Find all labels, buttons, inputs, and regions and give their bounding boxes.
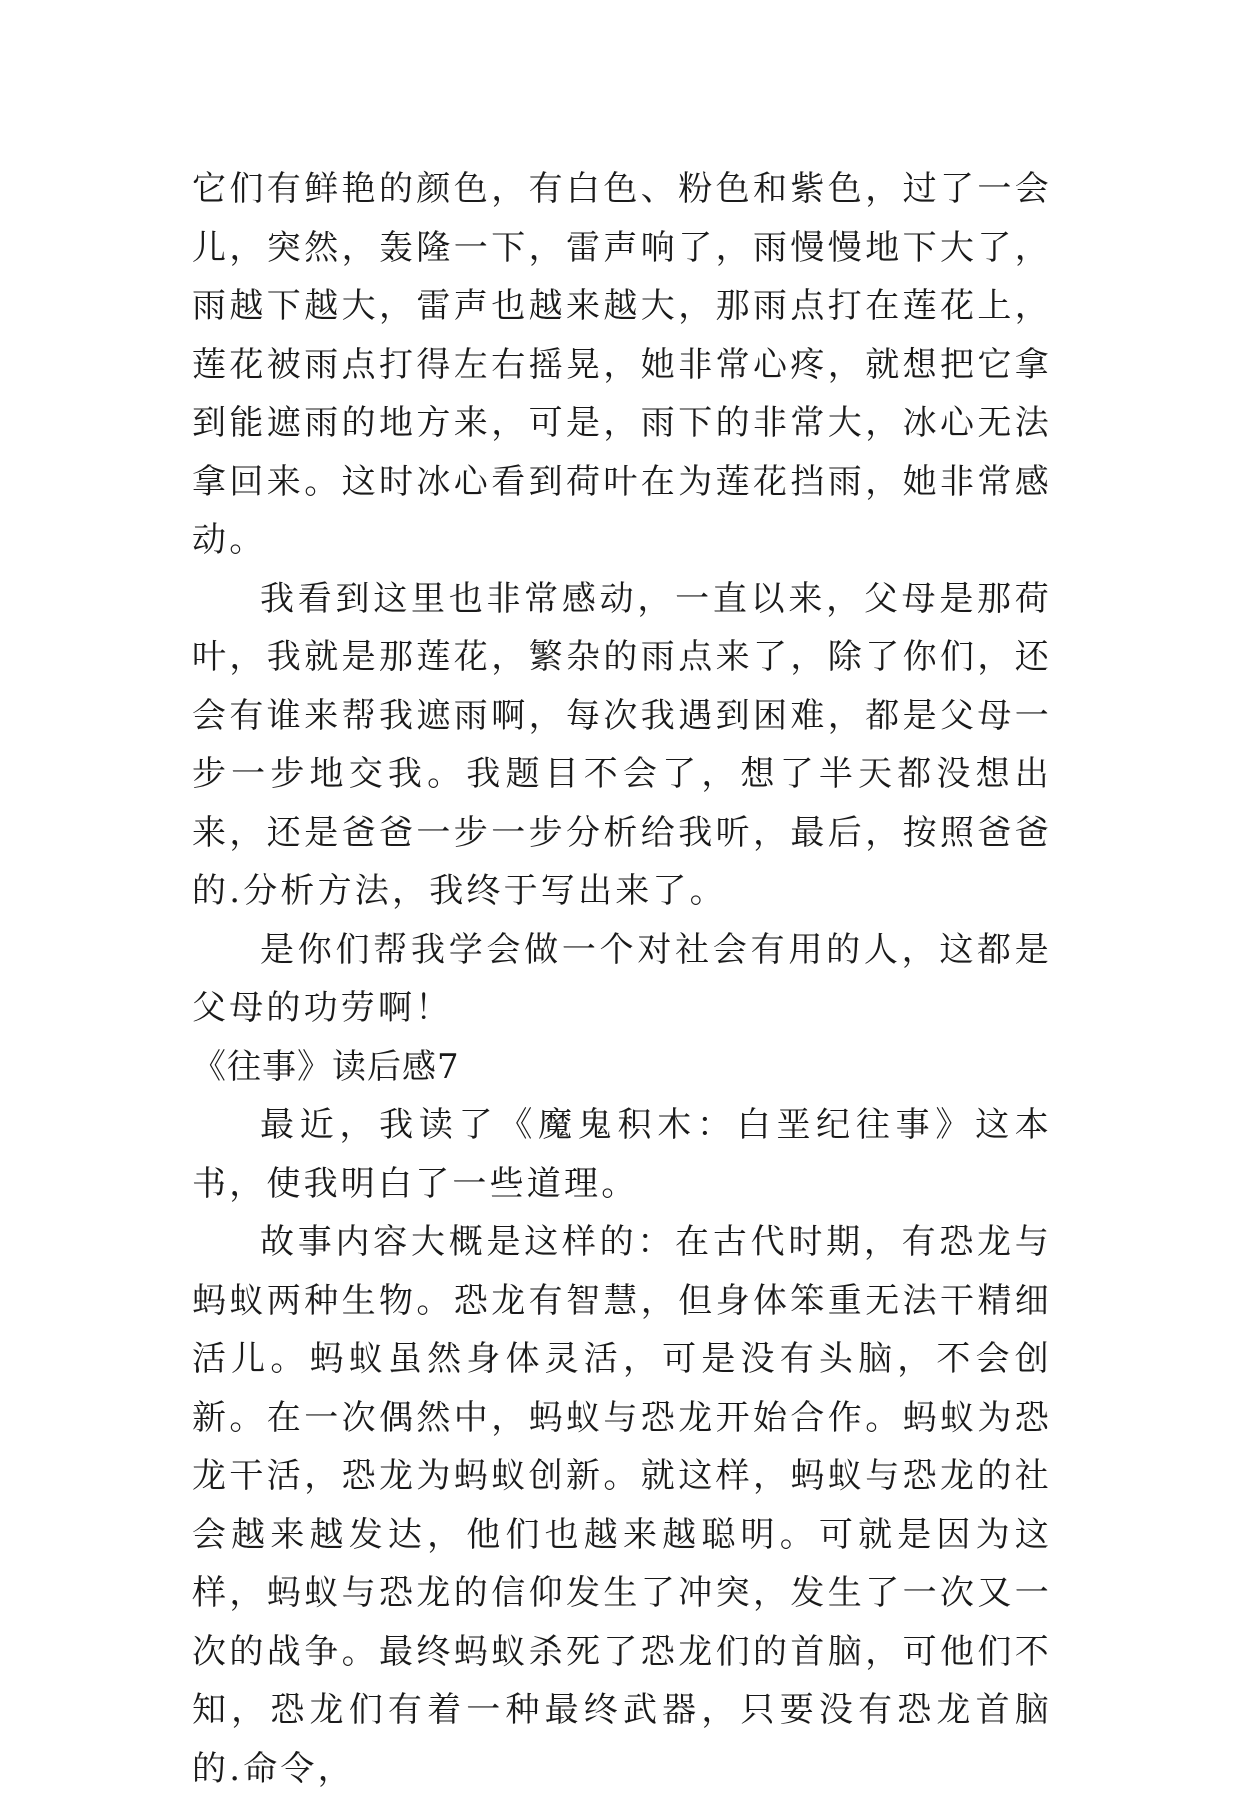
paragraph-story-summary: 故事内容大概是这样的：在古代时期，有恐龙与蚂蚁两种生物。恐龙有智慧，但身体笨重无法干精细活儿。蚂蚁虽然身体灵活，可是没有头脑，不会创新。在一次偶然中，蚂蚁与恐龙开始合作。蚂蚁为恐龙干活，恐龙为蚂蚁创新。就这样，蚂蚁与恐龙的社会越来越发达，他们也越来越聪明。可就是因为这样，蚂蚁与恐龙的信仰发生了冲突，发生了一次又一次的战争。最终蚂蚁杀死了恐龙们的首脑，可他们不知，恐龙们有着一种最终武器，只要没有恐龙首脑的.命令， <box>192 1222 1052 1789</box>
paragraph-lotus-rain: 它们有鲜艳的颜色，有白色、粉色和紫色，过了一会儿，突然，轰隆一下，雷声响了，雨慢慢地下大了，雨越下越大，雷声也越来越大，那雨点打在莲花上，莲花被雨点打得左右摇晃，她非常心疼，就想把它拿到能遮雨的地方来，可是，雨下的非常大，冰心无法拿回来。这时冰心看到荷叶在为莲花挡雨，她非常感动。 <box>192 169 1052 560</box>
paragraph-parents-credit: 是你们帮我学会做一个对社会有用的人，这都是父母的功劳啊！ <box>192 929 1052 1028</box>
paragraph-parents-lotus-leaf: 我看到这里也非常感动，一直以来，父母是那荷叶，我就是那莲花，繁杂的雨点来了，除了你们，还会有谁来帮我遮雨啊，每次我遇到困难，都是父母一步一步地交我。我题目不会了，想了半天都没想出来，还是爸爸一步一步分析给我听，最后，按照爸爸的.分析方法，我终于写出来了。 <box>192 578 1052 911</box>
section-heading: 《往事》读后感7 <box>192 1046 460 1087</box>
paragraph-book-intro: 最近，我读了《魔鬼积木：白垩纪往事》这本书，使我明白了一些道理。 <box>192 1105 1052 1204</box>
document-body <box>192 160 1052 1798</box>
